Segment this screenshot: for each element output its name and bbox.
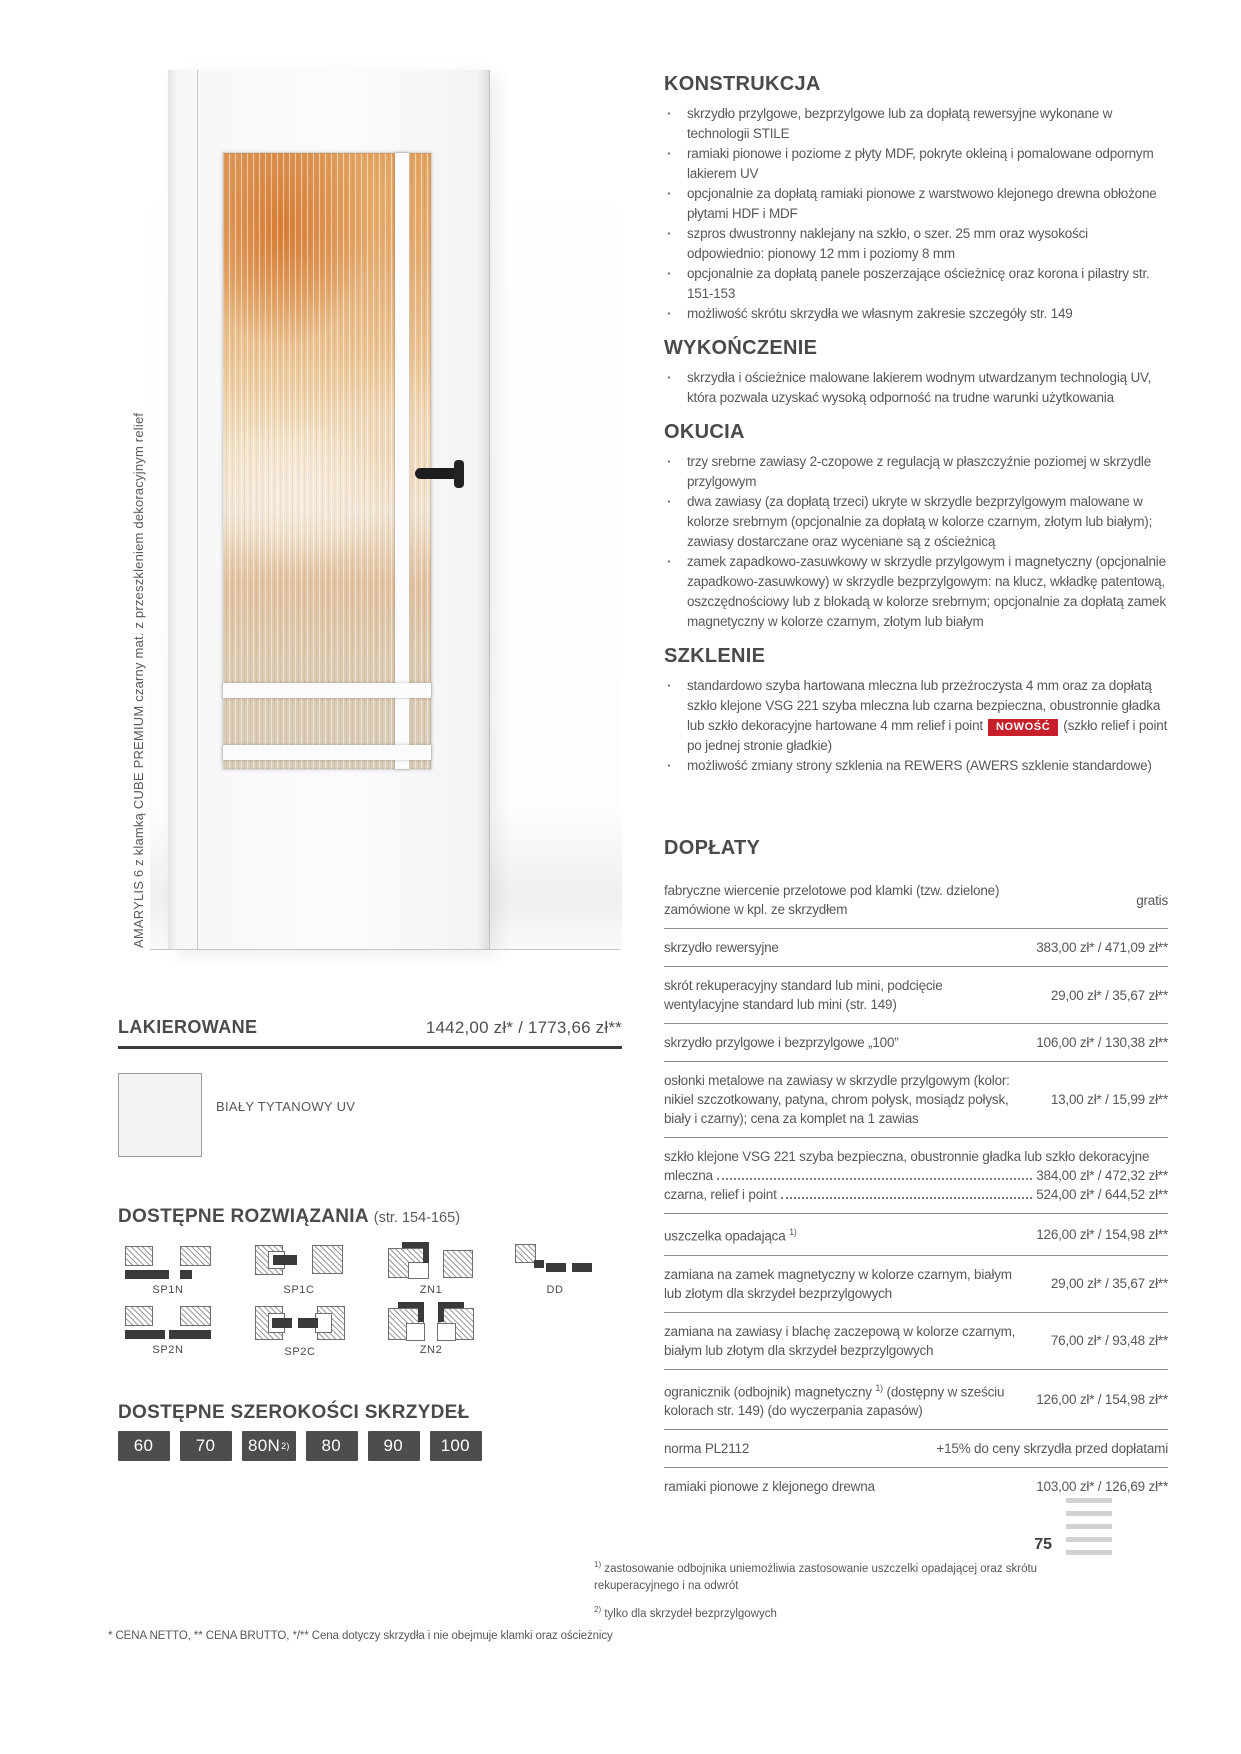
corner-decoration-bars xyxy=(1066,1498,1112,1555)
row-value: 29,00 zł* / 35,67 zł** xyxy=(1050,987,1168,1003)
row-value: 106,00 zł* / 130,38 zł** xyxy=(1036,1035,1168,1050)
door-glass-panel xyxy=(222,152,432,770)
row-label: szkło klejone VSG 221 szyba bezpieczna, obustronnie gładka lub szkło dekoracyjne xyxy=(664,1149,1150,1164)
section-title-doplaty: DOPŁATY xyxy=(664,837,761,859)
door-right-edge xyxy=(489,70,490,950)
list-item xyxy=(664,676,1168,756)
solution-label: ZN1 xyxy=(419,1284,443,1296)
row-value: 126,00 zł* / 154,98 zł** xyxy=(1036,1226,1168,1242)
solution-label: SP2C xyxy=(284,1346,316,1358)
row-label: skrót rekuperacyjny standard lub mini, podcięcie wentylacyjne standard lub mini (str. 149) xyxy=(664,978,943,1012)
door-price: 1442,00 zł* / 1773,66 zł** xyxy=(425,1018,622,1037)
solution-diagram-zn1 xyxy=(388,1242,474,1298)
width-badge: 100 xyxy=(430,1431,482,1461)
section-title-wykonczenie: WYKOŃCZENIE xyxy=(664,337,818,359)
row-value: 29,00 zł* / 35,67 zł** xyxy=(1050,1276,1168,1291)
solutions-title xyxy=(118,1206,460,1228)
table-row xyxy=(664,966,1168,1023)
table-row xyxy=(664,1061,1168,1137)
width-badge: 90 xyxy=(368,1431,420,1461)
row-value: 383,00 zł* / 471,09 zł** xyxy=(1036,940,1168,955)
door-leaf xyxy=(168,70,490,950)
page-number: 75 xyxy=(1034,1536,1052,1553)
finish-label: LAKIEROWANE xyxy=(118,1017,258,1037)
row-label: zamiana na zawiasy i blachę zaczepową w kolorze czarnym, białym lub złotym dla skrzydeł bezprzylgowych xyxy=(664,1323,1016,1358)
glass-vertical-mullion xyxy=(395,153,409,769)
solution-label: DD xyxy=(546,1284,564,1296)
spec-column xyxy=(664,74,1168,1505)
table-row xyxy=(664,1429,1168,1467)
solution-label: SP1N xyxy=(152,1284,184,1296)
width-badges xyxy=(118,1431,482,1461)
row-value: +15% do ceny skrzydła przed dopłatami xyxy=(936,1441,1168,1456)
list-item: · zamek zapadkowo-zasuwkowy w skrzydle przylgowym i magnetyczny (opcjonalnie zapadkowo-zasuwkowy) w skrzydle bezprzylgowym: na klucz, wkładkę patentową, oszczędnościowy lub z blokadą w kolorze srebrnym; opcjonalnie za dopłatą zamek magnetyczny w kolorze czarnym, złotym lub białym xyxy=(664,552,1168,632)
szklenie-list xyxy=(664,676,1168,776)
row-label: osłonki metalowe na zawiasy w skrzydle przylgowym (kolor: nikiel szczotkowany, patyna, chrom połysk, mosiądz połysk, biały i czarny); cena za komplet na 1 zawias xyxy=(664,1073,1010,1126)
floor-line xyxy=(150,949,620,950)
color-swatch-label: BIAŁY TYTANOWY UV xyxy=(216,1099,356,1114)
list-item: · szpros dwustronny naklejany na szkło, o szer. 25 mm oraz wysokości odpowiednio: pionowy 12 mm i poziomy 8 mm xyxy=(664,224,1168,264)
row-value: 103,00 zł* / 126,69 zł** xyxy=(1036,1479,1168,1494)
solution-diagram-zn2 xyxy=(388,1302,474,1358)
finish-underline xyxy=(118,1046,622,1049)
section-title-okucia: OKUCIA xyxy=(664,421,745,443)
width-badge: 70 xyxy=(180,1431,232,1461)
bullet-text: standardowo szyba hartowana mleczna lub przeźroczysta 4 mm oraz za dopłatą szkło klejone VSG 221 szyba mleczna lub czarna bezpieczna, obustronnie gładka lub szkło dekoracyjne hartowane 4 mm relief i point xyxy=(687,678,1161,733)
footnote-prices: * CENA NETTO, ** CENA BRUTTO, */** Cena dotyczy skrzydła i nie obejmuje klamki oraz ościeżnicy xyxy=(108,1630,613,1642)
door-photo xyxy=(150,70,622,950)
list-item: · możliwość zmiany strony szklenia na REWERS (AWERS szklenie standardowe) xyxy=(664,756,1168,776)
leader-line xyxy=(664,1166,1168,1185)
row-label: uszczelka opadająca $^{1)}$ xyxy=(664,1227,797,1244)
solution-label: SP1C xyxy=(283,1284,315,1296)
row-label: ogranicznik (odbojnik) magnetyczny $^{1)}$ (dostępny w sześciu kolorach str. 149) (do wyczerpania zapasów) xyxy=(664,1382,1005,1418)
door-model-vertical-label: AMARYLIS 6 z klamką CUBE PREMIUM czarny mat. z przeszkleniem dekoracyjnym relief xyxy=(131,412,146,948)
dot-leader xyxy=(781,1197,1033,1199)
section-title-konstrukcja: KONSTRUKCJA xyxy=(664,73,821,95)
list-item: · opcjonalnie za dopłatą panele poszerzające ościeżnicę oraz korona i pilastry str. 151-153 xyxy=(664,264,1168,304)
row-label: skrzydło rewersyjne xyxy=(664,940,779,955)
dot-leader xyxy=(717,1178,1032,1180)
row-value: 13,00 zł* / 15,99 zł** xyxy=(1050,1092,1168,1107)
footnote: $^{1)}$ zastosowanie odbojnika uniemożliwia zastosowanie uszczelki opadającej oraz skrótu rekuperacyjnego i na odwrót xyxy=(594,1560,1038,1592)
row-label: norma PL2112 xyxy=(664,1441,750,1456)
table-row xyxy=(664,1369,1168,1430)
option-value: 524,00 zł* / 644,52 zł** xyxy=(1036,1187,1168,1202)
table-row-glass xyxy=(664,1137,1168,1213)
bullet-text: (szkło relief i point po jednej stronie gładkie) xyxy=(687,718,1168,753)
solution-diagram-sp1c xyxy=(255,1245,343,1298)
solution-diagram-sp2c xyxy=(255,1306,345,1359)
list-item: · ramiaki pionowe i poziome z płyty MDF, pokryte okleiną i pomalowane odpornym lakierem UV xyxy=(664,144,1168,184)
glass-horizontal-bar xyxy=(223,745,431,760)
leader-line xyxy=(664,1185,1168,1204)
width-badge: 80N 2) xyxy=(242,1431,296,1461)
row-label: skrzydło przylgowe i bezprzylgowe „100” xyxy=(664,1035,899,1050)
nowosc-badge: NOWOŚĆ xyxy=(988,719,1058,736)
list-item: · trzy srebrne zawiasy 2-czopowe z regulacją w płaszczyźnie poziomej w skrzydle przylgowym xyxy=(664,452,1168,492)
list-item: · dwa zawiasy (za dopłatą trzeci) ukryte w skrzydle bezprzylgowym malowane w kolorze srebrnym (opcjonalnie za dopłatą w kolorze czarnym, złotym lub białym); zawiasy dostarczane oraz wyceniane są z ościeżnicą xyxy=(664,492,1168,552)
list-item: · opcjonalnie za dopłatą ramiaki pionowe z warstwowo klejonego drewna obłożone płytami HDF i MDF xyxy=(664,184,1168,224)
option-label: czarna, relief i point xyxy=(664,1187,777,1202)
solution-diagram-sp2n xyxy=(125,1306,211,1358)
row-label: zamiana na zamek magnetyczny w kolorze czarnym, białym lub złotym dla skrzydeł bezprzylgowych xyxy=(664,1266,1012,1301)
row-value: 126,00 zł* / 154,98 zł** xyxy=(1036,1391,1168,1407)
table-row xyxy=(664,872,1168,928)
konstrukcja-list xyxy=(664,104,1168,324)
table-row xyxy=(664,1312,1168,1369)
option-value: 384,00 zł* / 472,32 zł** xyxy=(1036,1168,1168,1183)
widths-title: DOSTĘPNE SZEROKOŚCI SKRZYDEŁ xyxy=(118,1402,470,1423)
section-title-szklenie: SZKLENIE xyxy=(664,645,766,667)
surcharges-table xyxy=(664,872,1168,1505)
row-value: 76,00 zł* / 93,48 zł** xyxy=(1050,1333,1168,1348)
row-value: gratis xyxy=(1136,892,1168,908)
finish-price-row xyxy=(118,1014,622,1042)
width-badge: 60 xyxy=(118,1431,170,1461)
door-stile-line xyxy=(197,70,198,950)
solution-diagram-dd xyxy=(515,1244,595,1298)
footnote: $^{2)}$ tylko dla skrzydeł bezprzylgowych xyxy=(594,1604,777,1620)
okucia-list xyxy=(664,452,1168,632)
door-handle-rosette xyxy=(454,460,464,488)
wykonczenie-list xyxy=(664,368,1168,408)
solutions-title-text: DOSTĘPNE ROZWIĄZANIA xyxy=(118,1206,369,1227)
solutions-page-ref: (str. 154-165) xyxy=(373,1210,461,1226)
row-label: fabryczne wiercenie przelotowe pod klamki (tzw. dzielone) zamówione w kpl. ze skrzydłem xyxy=(664,883,1000,917)
color-swatch xyxy=(118,1073,202,1157)
solution-label: SP2N xyxy=(152,1344,184,1356)
table-row xyxy=(664,1213,1168,1255)
table-row xyxy=(664,1255,1168,1312)
table-row xyxy=(664,1023,1168,1061)
solution-diagram-sp1n xyxy=(125,1246,211,1298)
list-item: · możliwość skrótu skrzydła we własnym zakresie szczegóły str. 149 xyxy=(664,304,1168,324)
solution-label: ZN2 xyxy=(419,1344,443,1356)
option-label: mleczna xyxy=(664,1168,713,1183)
glass-horizontal-bar xyxy=(223,683,431,698)
width-badge: 80 xyxy=(306,1431,358,1461)
row-label: ramiaki pionowe z klejonego drewna xyxy=(664,1479,875,1494)
list-item: · skrzydła i ościeżnice malowane lakierem wodnym utwardzanym technologią UV, która pozwala uzyskać wysoką odporność na trudne warunki użytkowania xyxy=(664,368,1168,408)
footnotes-right xyxy=(594,1556,1064,1629)
list-item: · skrzydło przylgowe, bezprzylgowe lub za dopłatą rewersyjne wykonane w technologii STILE xyxy=(664,104,1168,144)
table-row xyxy=(664,928,1168,966)
